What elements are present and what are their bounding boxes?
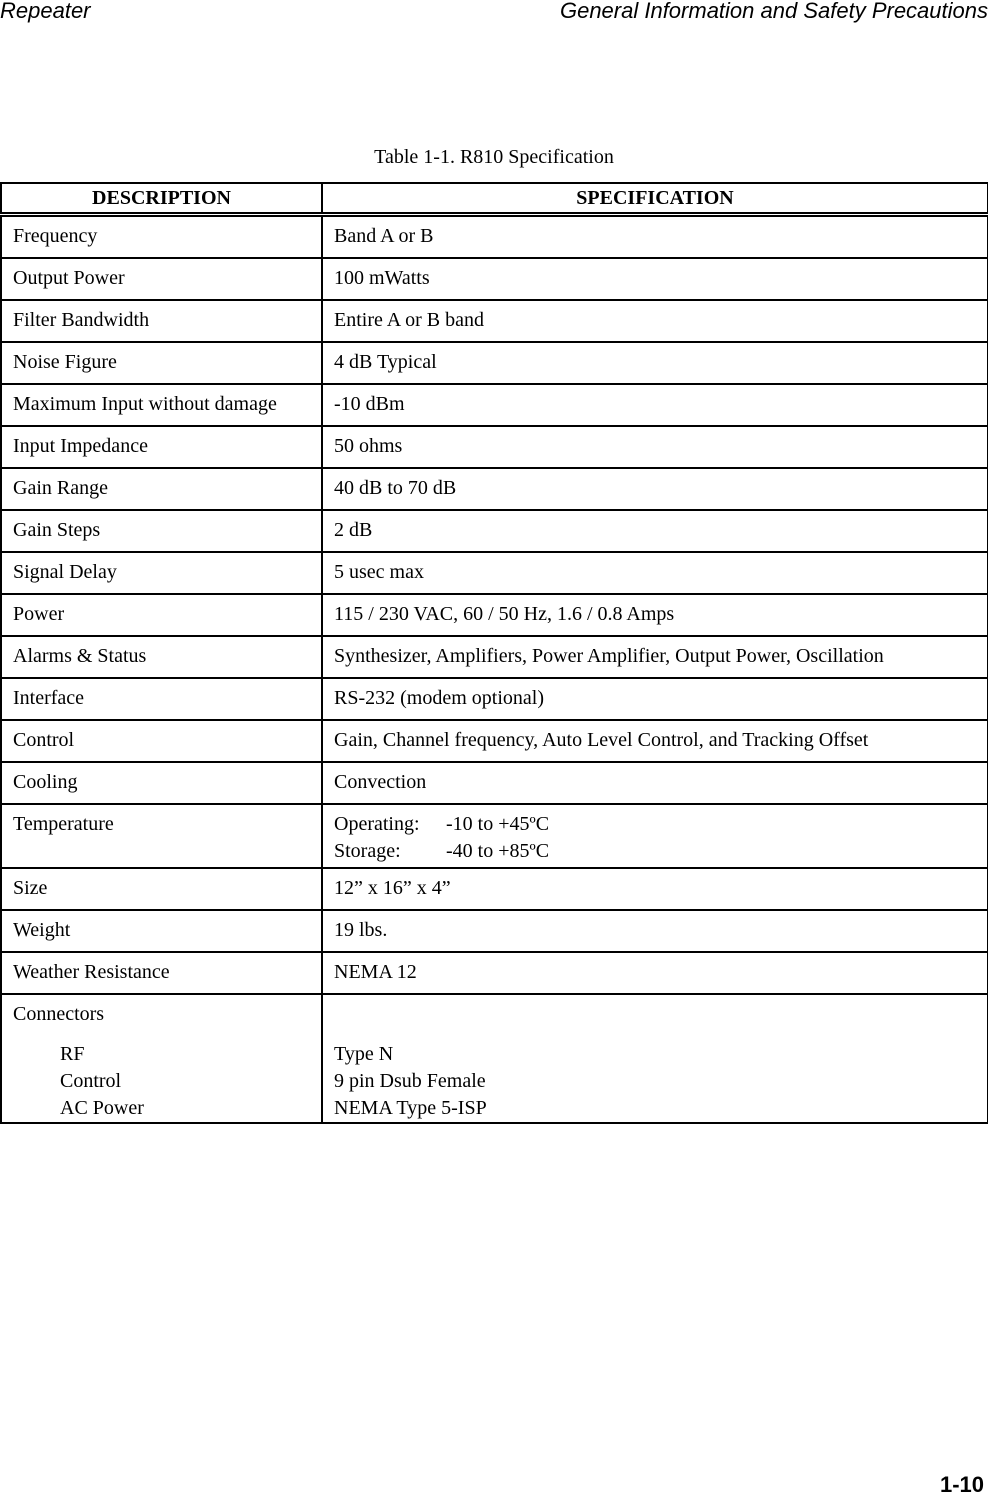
description-cell: Control <box>1 720 322 762</box>
temperature-spec-cell <box>322 804 988 868</box>
operating-label: Operating: <box>334 813 420 835</box>
table-row <box>1 594 988 636</box>
table-row <box>1 910 988 952</box>
specification-cell: 12” x 16” x 4” <box>322 868 988 910</box>
specification-cell: 5 usec max <box>322 552 988 594</box>
description-cell: Frequency <box>1 215 322 259</box>
table-row <box>1 720 988 762</box>
specification-cell: NEMA 12 <box>322 952 988 994</box>
connectors-row <box>1 994 988 1123</box>
specification-cell: -10 dBm <box>322 384 988 426</box>
storage-label: Storage: <box>334 840 401 862</box>
connectors-label: Connectors <box>13 1003 105 1025</box>
table-row <box>1 384 988 426</box>
column-header-description: DESCRIPTION <box>1 183 322 215</box>
specification-cell: 115 / 230 VAC, 60 / 50 Hz, 1.6 / 0.8 Amps <box>322 594 988 636</box>
table-row <box>1 468 988 510</box>
table-row <box>1 636 988 678</box>
table-row <box>1 762 988 804</box>
specification-cell: 100 mWatts <box>322 258 988 300</box>
specification-cell: 19 lbs. <box>322 910 988 952</box>
table-row <box>1 868 988 910</box>
description-cell: Gain Steps <box>1 510 322 552</box>
connector-name: RF <box>60 1043 85 1065</box>
description-cell: Weight <box>1 910 322 952</box>
description-cell: Power <box>1 594 322 636</box>
description-cell: Alarms & Status <box>1 636 322 678</box>
table-row <box>1 426 988 468</box>
table-row <box>1 215 988 259</box>
specification-cell: 50 ohms <box>322 426 988 468</box>
description-cell: Noise Figure <box>1 342 322 384</box>
table-row <box>1 258 988 300</box>
description-cell: Interface <box>1 678 322 720</box>
description-cell: Maximum Input without damage <box>1 384 322 426</box>
connector-name: AC Power <box>60 1097 144 1119</box>
description-cell: Output Power <box>1 258 322 300</box>
specification-cell: Synthesizer, Amplifiers, Power Amplifier, Output Power, Oscillation <box>322 636 988 678</box>
running-header-left: Repeater <box>0 0 91 23</box>
description-cell: Cooling <box>1 762 322 804</box>
description-cell: Input Impedance <box>1 426 322 468</box>
table-row <box>1 300 988 342</box>
connector-name: Control <box>60 1070 122 1092</box>
connector-type: NEMA Type 5-ISP <box>334 1097 487 1119</box>
table-row <box>1 510 988 552</box>
operating-temperature <box>334 811 987 838</box>
connectors-description-cell <box>1 994 322 1123</box>
table-row <box>1 678 988 720</box>
description-cell: Temperature <box>1 804 322 868</box>
table-caption: Table 1-1. R810 Specification <box>374 146 614 168</box>
table-row <box>1 952 988 994</box>
specification-cell: Entire A or B band <box>322 300 988 342</box>
specification-cell: RS-232 (modem optional) <box>322 678 988 720</box>
description-cell: Filter Bandwidth <box>1 300 322 342</box>
table-row <box>1 552 988 594</box>
specification-cell: Band A or B <box>322 215 988 259</box>
description-cell: Weather Resistance <box>1 952 322 994</box>
specification-cell: Gain, Channel frequency, Auto Level Control, and Tracking Offset <box>322 720 988 762</box>
connectors-spec-cell <box>322 994 988 1123</box>
specification-cell: 40 dB to 70 dB <box>322 468 988 510</box>
connector-type: Type N <box>334 1043 394 1065</box>
description-cell: Signal Delay <box>1 552 322 594</box>
table-header-row <box>1 183 988 215</box>
specification-cell: 4 dB Typical <box>322 342 988 384</box>
table-row <box>1 342 988 384</box>
description-cell: Gain Range <box>1 468 322 510</box>
description-cell: Size <box>1 868 322 910</box>
running-header-right: General Information and Safety Precautions <box>559 0 988 23</box>
operating-value: -10 to +45ºC <box>446 813 550 835</box>
temperature-row <box>1 804 988 868</box>
specification-table <box>0 182 988 1124</box>
storage-value: -40 to +85ºC <box>446 840 550 862</box>
column-header-specification: SPECIFICATION <box>322 183 988 215</box>
page-number: 1-10 <box>939 1472 984 1497</box>
storage-temperature <box>334 838 987 865</box>
specification-cell: Convection <box>322 762 988 804</box>
connector-type: 9 pin Dsub Female <box>334 1070 486 1092</box>
specification-cell: 2 dB <box>322 510 988 552</box>
